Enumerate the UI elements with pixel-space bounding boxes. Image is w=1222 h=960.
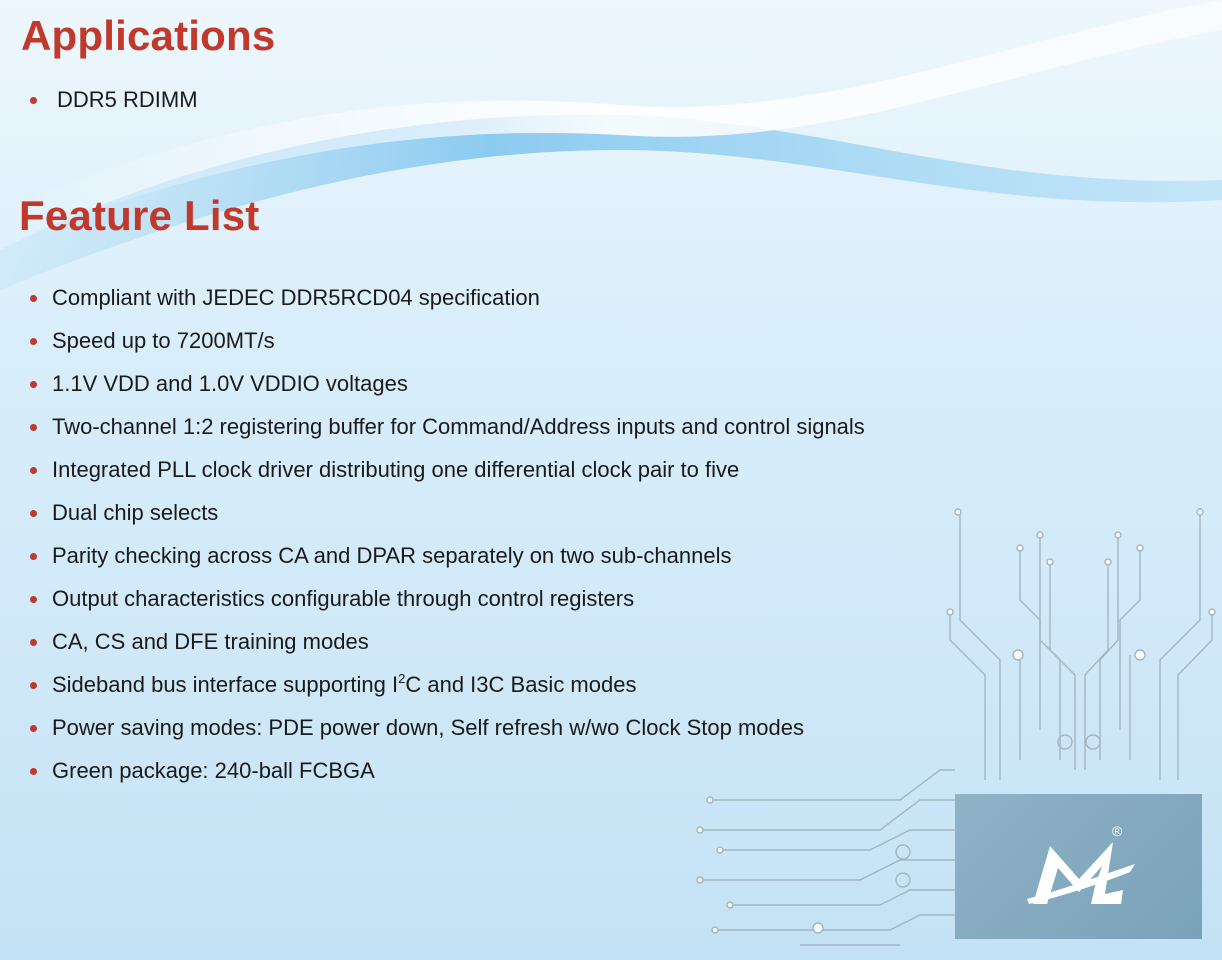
- applications-list: [30, 86, 198, 114]
- list-item: Integrated PLL clock driver distributing one differential clock pair to five: [30, 456, 865, 499]
- list-item: Green package: 240-ball FCBGA: [30, 757, 865, 800]
- company-logo: [955, 794, 1202, 939]
- feature-list-heading: Feature List: [19, 192, 260, 239]
- registered-mark: ®: [1112, 823, 1123, 839]
- feature-list: [30, 284, 865, 800]
- list-item: Compliant with JEDEC DDR5RCD04 specification: [30, 284, 865, 327]
- logo-mark-icon: [955, 794, 1202, 939]
- applications-heading: Applications: [21, 12, 276, 59]
- list-item: Output characteristics configurable through control registers: [30, 585, 865, 628]
- list-item: Speed up to 7200MT/s: [30, 327, 865, 370]
- list-item: Two-channel 1:2 registering buffer for Command/Address inputs and control signals: [30, 413, 865, 456]
- list-item: 1.1V VDD and 1.0V VDDIO voltages: [30, 370, 865, 413]
- list-item: [30, 671, 865, 714]
- superscript: 2: [398, 671, 406, 686]
- list-item: Power saving modes: PDE power down, Self refresh w/wo Clock Stop modes: [30, 714, 865, 757]
- item-text: C and I3C Basic modes: [405, 672, 637, 697]
- list-item: CA, CS and DFE training modes: [30, 628, 865, 671]
- list-item: Parity checking across CA and DPAR separately on two sub-channels: [30, 542, 865, 585]
- list-item: DDR5 RDIMM: [30, 86, 198, 114]
- list-item: Dual chip selects: [30, 499, 865, 542]
- item-text: Sideband bus interface supporting I: [52, 672, 399, 697]
